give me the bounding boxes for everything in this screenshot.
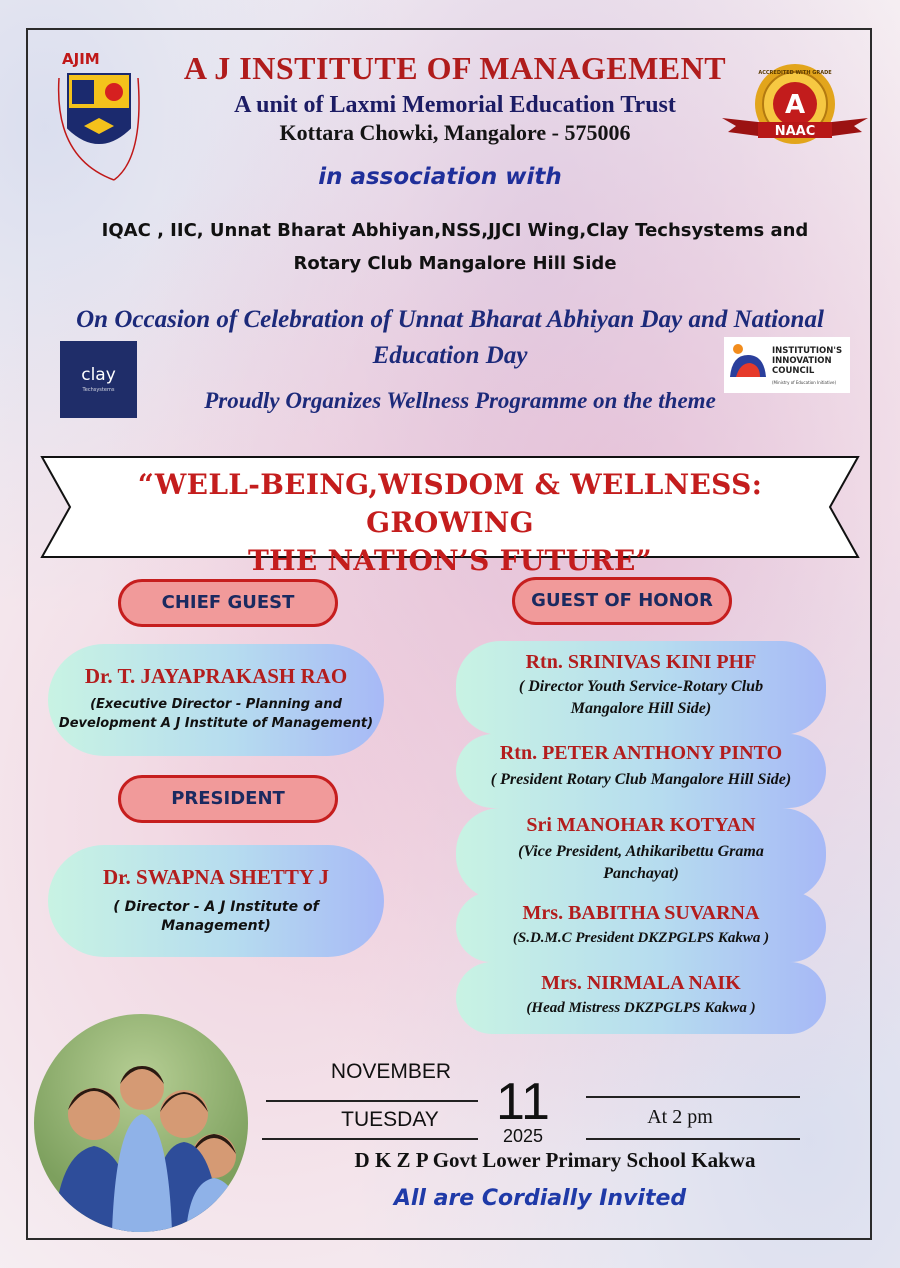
children-photo: [34, 1014, 248, 1232]
institute-title: A J INSTITUTE OF MANAGEMENT: [183, 50, 727, 86]
organizes-text: Proudly Organizes Wellness Programme on the theme: [204, 388, 716, 413]
honor-guest-name: Rtn. SRINIVAS KINI PHF: [525, 651, 757, 673]
invitation-text: All are Cordially Invited: [393, 1186, 687, 1211]
honor-guest-desc-1: (Vice President, Athikaribettu Grama: [518, 843, 764, 860]
chief-guest-label: CHIEF GUEST: [118, 579, 338, 627]
president-desc-2: Management): [161, 918, 271, 934]
chief-guest-desc-1: (Executive Director - Planning and: [90, 697, 342, 712]
occasion-line-1: On Occasion of Celebration of Unnat Bharat Abhiyan Day and National: [76, 306, 824, 333]
honor-guest-card: [456, 734, 826, 808]
institute-subtitle: A unit of Laxmi Memorial Education Trust: [234, 92, 676, 118]
iic-logo-sub: (Ministry of Education Initiative): [772, 380, 837, 385]
partners-line-2: Rotary Club Mangalore Hill Side: [293, 253, 617, 274]
event-date: 11: [496, 1073, 550, 1131]
divider: [586, 1138, 800, 1140]
event-month: NOVEMBER: [330, 1060, 452, 1083]
divider: [262, 1138, 478, 1140]
theme-line-2: THE NATION’S FUTURE”: [247, 544, 653, 577]
chief-guest-desc-2: Development A J Institute of Management): [58, 716, 374, 731]
honor-guest-desc-2: Panchayat): [603, 865, 679, 882]
clay-logo-sub: Techsystems: [82, 387, 115, 393]
divider: [586, 1096, 800, 1098]
honor-guest-desc-1: ( Director Youth Service-Rotary Club: [518, 678, 764, 695]
chief-guest-name: Dr. T. JAYAPRAKASH RAO: [84, 664, 348, 688]
institute-address: Kottara Chowki, Mangalore - 575006: [279, 120, 631, 145]
iic-logo-text: [772, 346, 850, 376]
partners-line-1: IQAC , IIC, Unnat Bharat Abhiyan,NSS,JJCI Wing,Clay Techsystems and: [101, 220, 809, 241]
honor-guest-card: [456, 641, 826, 735]
honor-guest-card: [456, 962, 826, 1034]
honor-guest-desc: [456, 841, 826, 885]
president-label: PRESIDENT: [118, 775, 338, 823]
iic-line-1: INSTITUTION'S: [772, 346, 843, 356]
iic-emblem-icon: [724, 337, 772, 393]
president-desc-1: ( Director - A J Institute of: [113, 899, 319, 915]
honor-guest-name: Mrs. BABITHA SUVARNA: [522, 902, 760, 924]
chief-guest-card: [48, 644, 384, 756]
iic-line-3: COUNCIL: [772, 366, 815, 376]
honor-guest-name: Mrs. NIRMALA NAIK: [541, 972, 741, 994]
president-name: Dr. SWAPNA SHETTY J: [103, 865, 329, 889]
event-day: TUESDAY: [341, 1108, 439, 1131]
clay-logo-name: clay: [81, 365, 116, 385]
honor-guest-desc: (S.D.M.C President DKZPGLPS Kakwa ): [512, 930, 770, 946]
clay-logo: [60, 341, 137, 418]
iic-line-2: INNOVATION: [772, 356, 832, 366]
naac-grade: A: [784, 90, 806, 120]
honor-guest-name: Rtn. PETER ANTHONY PINTO: [499, 742, 783, 764]
event-year: 2025: [502, 1126, 544, 1146]
honor-guest-name: Sri MANOHAR KOTYAN: [526, 814, 756, 836]
naac-ring-text: ACCREDITED WITH GRADE: [758, 70, 832, 76]
honor-guest-desc: (Head Mistress DKZPGLPS Kakwa ): [526, 1000, 756, 1016]
theme-line-1: “WELL-BEING,WISDOM & WELLNESS: GROWING: [137, 468, 763, 539]
honor-guest-desc: [456, 676, 826, 720]
honor-guest-card: [456, 808, 826, 900]
naac-ribbon: NAAC: [774, 124, 816, 139]
honor-guest-desc: ( President Rotary Club Mangalore Hill Side): [490, 771, 792, 788]
occasion-line-2: Education Day: [372, 342, 528, 369]
partners-list: [60, 214, 850, 280]
association-label: in association with: [318, 164, 562, 190]
honor-guest-desc-2: Mangalore Hill Side): [570, 700, 712, 717]
honor-guest-card: [456, 892, 826, 962]
chief-guest-desc: [48, 695, 384, 733]
president-card: [48, 845, 384, 957]
logo-text: AJIM: [62, 50, 100, 68]
event-time: At 2 pm: [647, 1106, 713, 1128]
president-desc: [48, 898, 384, 936]
divider: [266, 1100, 478, 1102]
event-venue: D K Z P Govt Lower Primary School Kakwa: [354, 1148, 756, 1172]
iic-logo: [724, 337, 850, 393]
guest-of-honor-label: GUEST OF HONOR: [512, 577, 732, 625]
theme-text: [90, 466, 810, 580]
